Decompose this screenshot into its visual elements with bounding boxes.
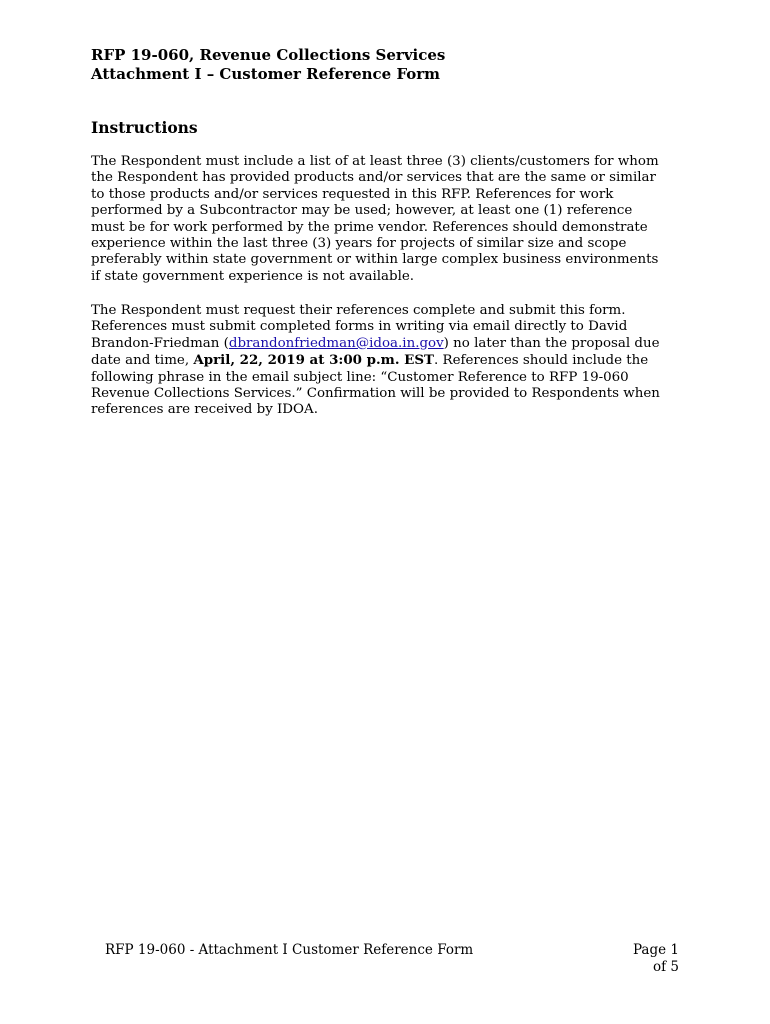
page-count-line: of 5 [652, 959, 679, 975]
paragraph-line: preferably within state government or within large complex business environments [91, 252, 659, 268]
instructions-paragraph-2 [91, 303, 691, 419]
page-number-line: Page 1 [632, 942, 679, 958]
instructions-heading: Instructions [91, 118, 198, 137]
paragraph-line: following phrase in the email subject line: “Customer Reference to RFP 19-060 [91, 369, 629, 385]
rfp-title: RFP 19-060, Revenue Collections Services [91, 46, 446, 64]
document-header [91, 46, 691, 84]
footer-page-number [633, 942, 679, 976]
paragraph-line: The Respondent must include a list of at least three (3) clients/customers for whom [91, 154, 659, 169]
paragraph-line: references are received by IDOA. [91, 402, 318, 418]
paragraph-line: The Respondent must request their references complete and submit this form. [91, 303, 626, 318]
paragraph-line: if state government experience is not available. [91, 268, 415, 284]
text-fragment: date and time, [91, 353, 194, 369]
instructions-paragraph-1 [91, 154, 691, 285]
paragraph-line: performed by a Subcontractor may be used; however, at least one (1) reference [91, 203, 633, 219]
paragraph-line: References must submit completed forms in writing via email directly to David [91, 319, 628, 335]
attachment-title: Attachment I – Customer Reference Form [91, 65, 441, 83]
paragraph-line: experience within the last three (3) years for projects of similar size and scope [91, 236, 627, 252]
paragraph-line [91, 352, 691, 369]
paragraph-line [91, 336, 691, 352]
email-link[interactable]: dbrandonfriedman@idoa.in.gov [228, 335, 444, 351]
text-fragment: ) no later than the proposal due [443, 335, 660, 351]
paragraph-line: to those products and/or services requested in this RFP. References for work [91, 186, 614, 202]
paragraph-line: the Respondent has provided products and/or services that are the same or similar [91, 170, 656, 186]
text-fragment: Brandon-Friedman ( [91, 335, 229, 351]
text-fragment: . References should include the [434, 353, 649, 369]
paragraph-line: must be for work performed by the prime vendor. References should demonstrate [91, 219, 648, 235]
footer-document-title: RFP 19-060 - Attachment I Customer Reference Form [105, 942, 474, 958]
paragraph-line: Revenue Collections Services.” Confirmation will be provided to Respondents when [91, 386, 660, 402]
deadline-text: April, 22, 2019 at 3:00 p.m. EST [193, 352, 434, 369]
